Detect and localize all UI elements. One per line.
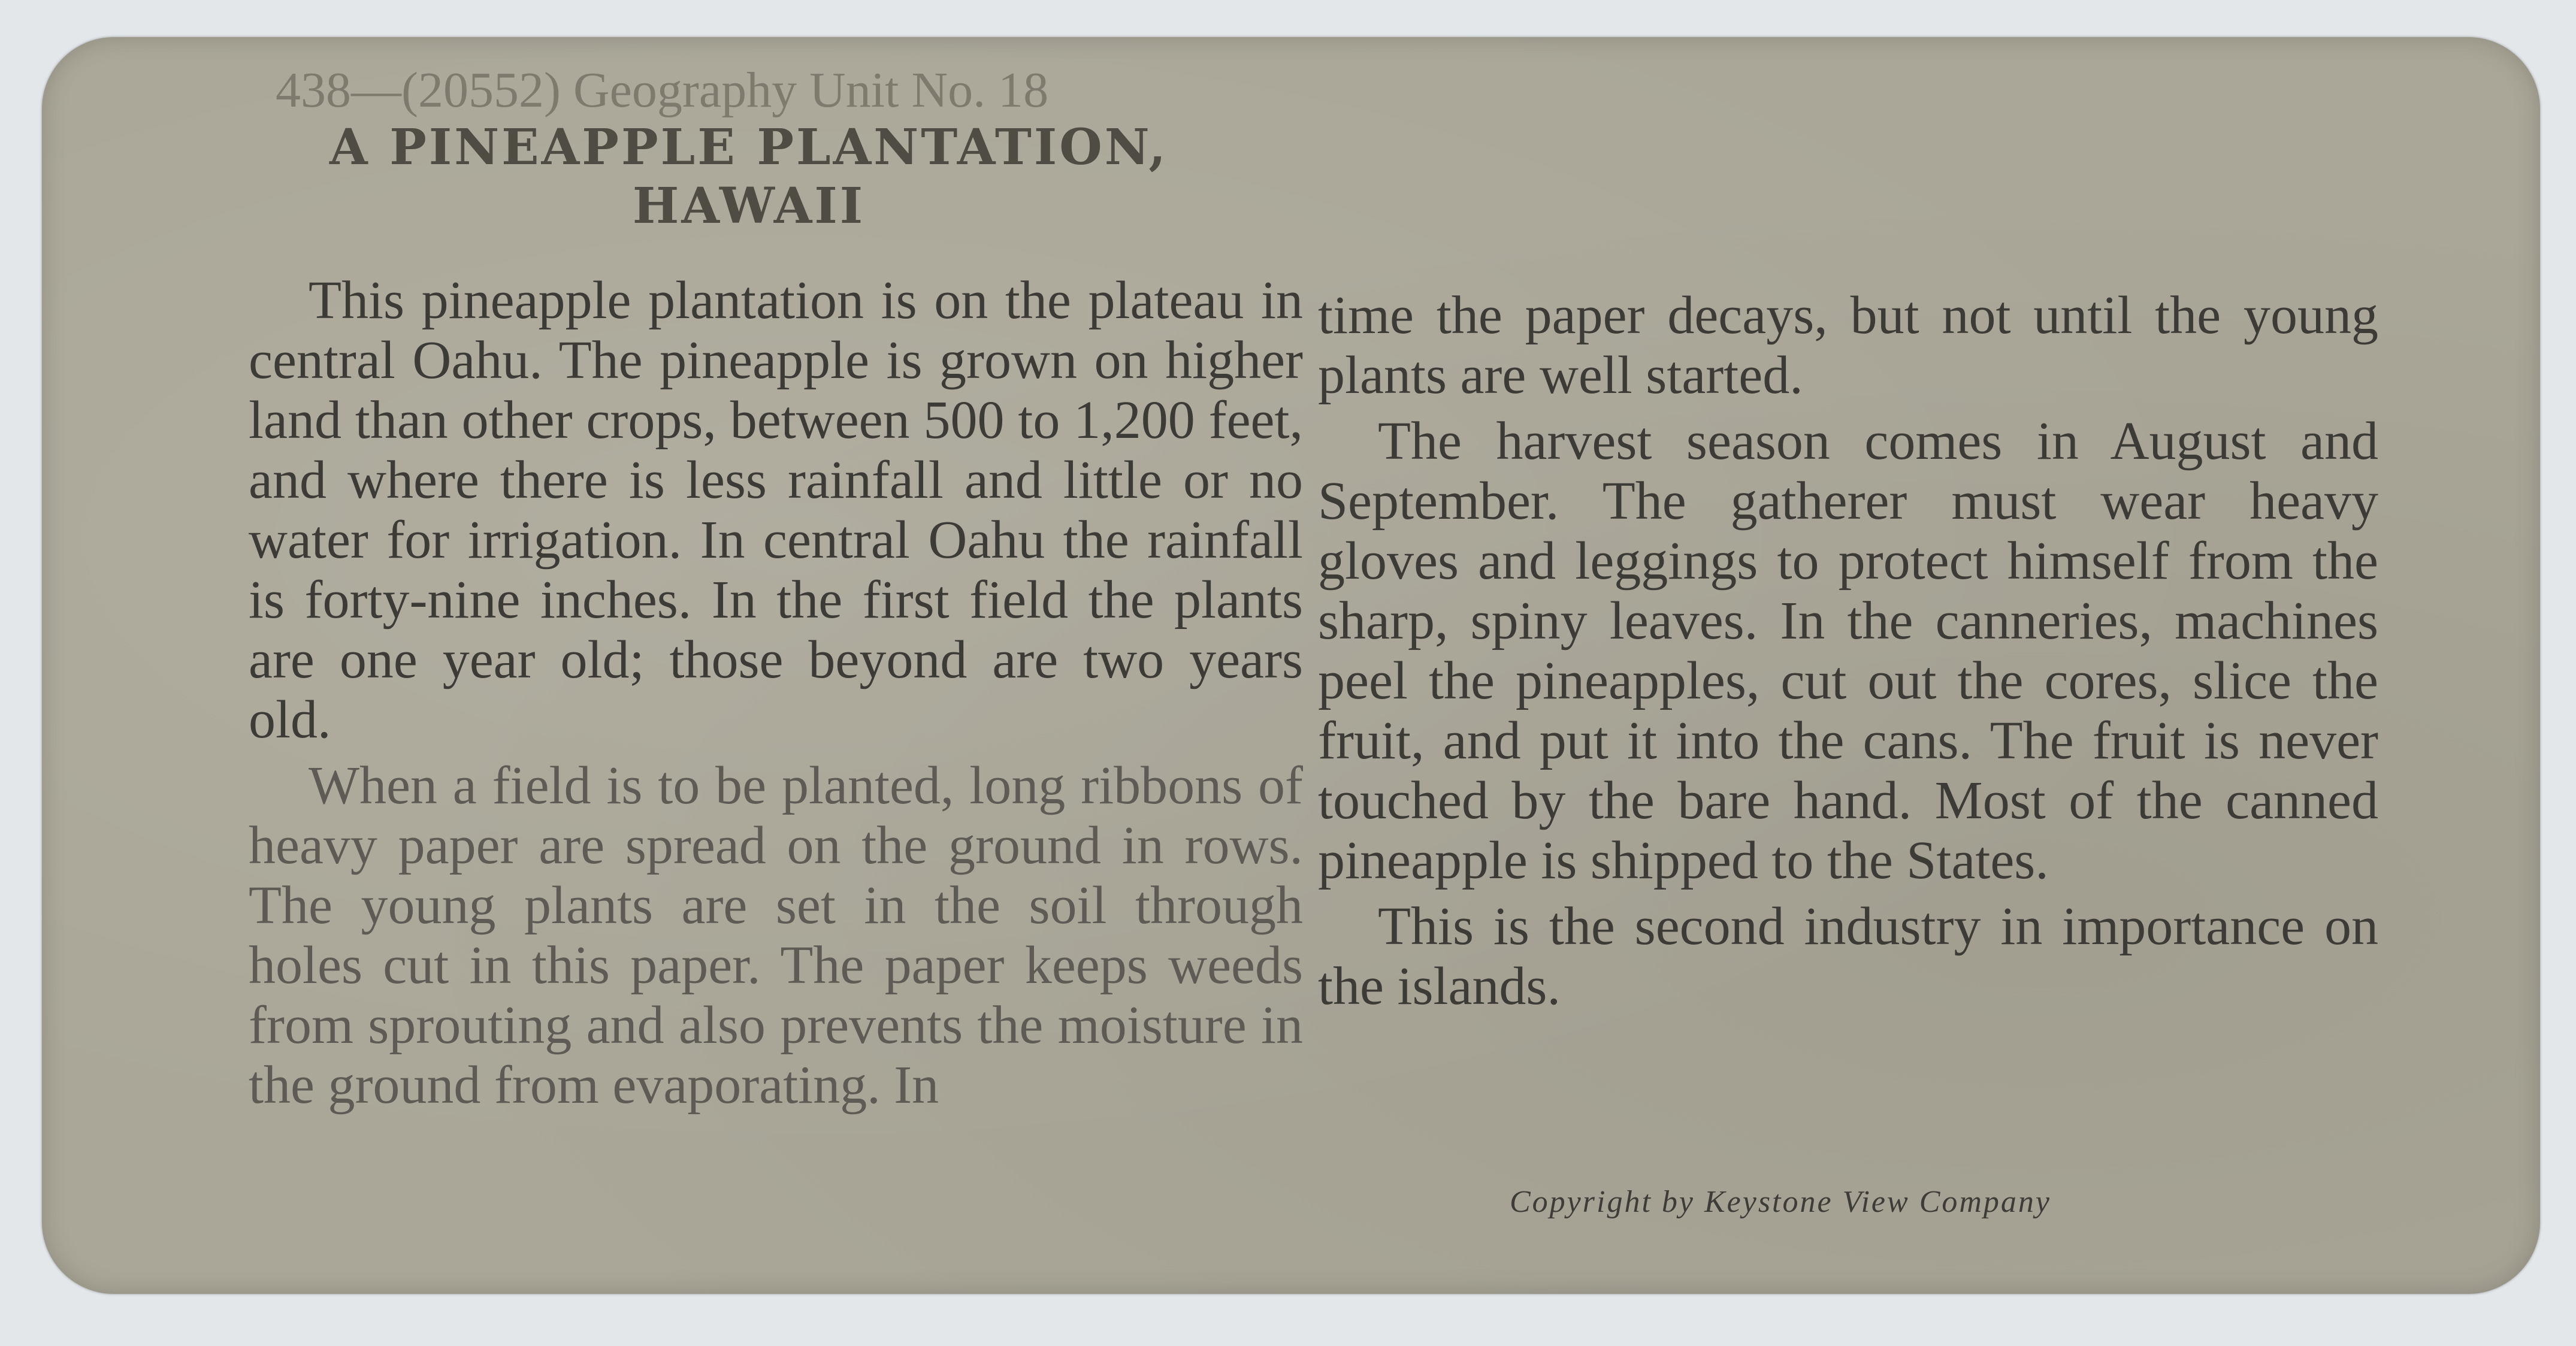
page-title [180,118,1318,235]
stereoview-card-back [42,37,2540,1294]
left-paragraph-1: This pineapple plantation is on the plateau in central Oahu. The pineapple is grown on higher land than other crops, between 500 to 1,200 feet, and where there is less rainfall and little or no water for irrigation. In central Oahu the rainfall is forty-nine inches. In the first field the plants are one year old; those beyond are two years old. [249,271,1303,749]
right-paragraph-3: This is the second industry in importance on the islands. [1318,897,2378,1016]
copyright-notice: Copyright by Keystone View Company [1510,1185,2052,1219]
right-paragraph-2: The harvest season comes in August and September. The gatherer must wear heavy gloves and leggings to protect himself from the sharp, spiny leaves. In the canneries, machines peel the pineapples, cut out the cores, slice the fruit, and put it into the cans. The fruit is never touched by the bare hand. Most of the canned pineapple is shipped to the States. [1318,412,2378,890]
right-paragraph-1: time the paper decays, but not until the young plants are well started. [1318,286,2378,405]
left-text-column [249,271,1303,1121]
left-paragraph-2: When a field is to be planted, long ribbons of heavy paper are spread on the ground in rows. The young plants are set in the soil through holes cut in this paper. The paper keeps weeds from sprouting and also prevents the moisture in the ground from evaporating. In [249,756,1303,1115]
title-line-1: A PINEAPPLE PLANTATION, [329,119,1168,176]
catalog-number-line: 438—(20552) Geography Unit No. 18 [276,62,1049,118]
title-line-2: HAWAII [632,177,866,235]
right-text-column [1318,286,2378,1023]
